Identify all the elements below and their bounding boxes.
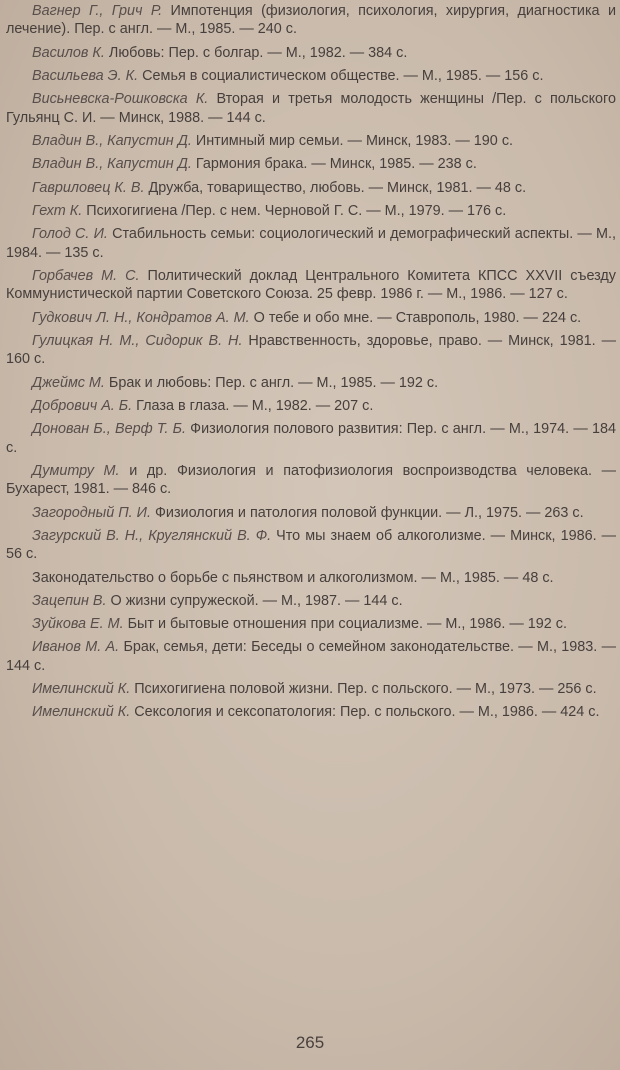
entry-text: Гармония брака. — Минск, 1985. — 238 с. [191, 156, 477, 173]
entry-text: О тебе и обо мне. — Ставрополь, 1980. — 224 с. [249, 309, 582, 326]
entry-text: Сексология и сексопатология: Пер. с польского. — М., 1986. — 424 с. [130, 704, 600, 721]
entry-text: Быт и бытовые отношения при социализме. — М., 1986. — 192 с. [123, 616, 567, 633]
entry-text: Брак и любовь: Пер. с англ. — М., 1985. — 192 с. [104, 374, 439, 391]
bibliography-entry [6, 309, 616, 327]
entry-text: Политический доклад Центрального Комитета КПСС XXVII съезду Коммунистической партии Советского Союза. 25 февр. 1986 г. — М., 1986. — 127 с. [6, 267, 617, 303]
entry-text: Семья в социалистическом обществе. — М., 1985. — 156 с. [138, 68, 544, 84]
entry-author: Донован Б., Верф Т. Б. [32, 421, 186, 438]
entry-text: Дружба, товарищество, любовь. — Минск, 1981. — 48 с. [144, 179, 527, 196]
entry-author: Гудкович Л. Н., Кондратов А. М. [32, 309, 250, 326]
entry-author: Владин В., Капустин Д. [32, 156, 192, 173]
entry-author: Василов К. [32, 44, 105, 61]
entry-text: Любовь: Пер. с болгар. — М., 1982. — 384 с. [104, 44, 408, 61]
entry-text: Физиология и патология половой функции. — Л., 1975. — 263 с. [150, 504, 584, 521]
bibliography-entry [6, 67, 616, 85]
entry-author: Загородный П. И. [32, 504, 151, 521]
entry-author: Думитру М. [32, 462, 120, 479]
bibliography-entry [6, 420, 616, 457]
bibliography-entry [6, 569, 616, 587]
bibliography-entry [6, 132, 616, 150]
bibliography-entry [6, 2, 616, 39]
entry-text: Интимный мир семьи. — Минск, 1983. — 190 с. [191, 133, 514, 149]
entry-author: Зацепин В. [32, 592, 107, 609]
entry-text: Физиология полового развития: Пер. с англ. — М., 1974. — 184 с. [6, 421, 616, 456]
bibliography-entry [6, 179, 616, 197]
entry-author: Добрович А. Б. [32, 397, 133, 414]
entry-text: Вторая и третья молодость женщины /Пер. с польского Гульянц С. И. — Минск, 1988. — 144 с. [6, 91, 616, 126]
entry-author: Васильева Э. К. [32, 68, 139, 84]
entry-author: Иванов М. А. [32, 639, 120, 656]
entry-author: Гулицкая Н. М., Сидорик В. Н. [32, 332, 243, 349]
entry-text: Брак, семья, дети: Беседы о семейном законодательстве. — М., 1983. — 144 с. [6, 639, 616, 674]
entry-text: и др. Физиология и патофизиология воспроизводства человека. — Бухарест, 1981. — 846 с. [6, 462, 616, 498]
entry-author: Горбачев М. С. [32, 267, 140, 284]
bibliography-entry [6, 504, 616, 522]
entry-author: Голод С. И. [32, 226, 108, 243]
bibliography-entry [6, 202, 616, 220]
entry-text: О жизни супружеской. — М., 1987. — 144 с. [106, 592, 403, 609]
bibliography-entry [6, 638, 616, 675]
bibliography-entry [6, 615, 616, 633]
entry-text: Стабильность семьи: социологический и демографический аспекты. — М., 1984. — 135 с. [6, 226, 616, 261]
entry-text: Импотенция (физиология, психология, хирургия, диагностика и лечение). Пер. с англ. — М., 1985. — 240 с. [6, 3, 616, 38]
entry-text: Нравственность, здоровье, право. — Минск, 1981. — 160 с. [6, 332, 616, 368]
bibliography-entry [6, 90, 616, 127]
bibliography-list [6, 2, 616, 727]
bibliography-entry [6, 397, 616, 415]
entry-text: Глаза в глаза. — М., 1982. — 207 с. [132, 397, 374, 414]
entry-author: Зуйкова Е. М. [32, 616, 124, 633]
page-number: 265 [295, 1033, 325, 1052]
entry-author: Гавриловец К. В. [32, 179, 145, 196]
bibliography-entry [6, 374, 616, 392]
entry-author: Гехт К. [32, 202, 83, 219]
bibliography-entry [6, 44, 616, 62]
entry-author: Вагнер Г., Грич Р. [32, 3, 163, 19]
bibliography-entry [6, 267, 616, 304]
bibliography-entry [6, 332, 616, 369]
bibliography-entry [6, 592, 616, 610]
entry-text: Психогигиена /Пер. с нем. Черновой Г. С. — М., 1979. — 176 с. [82, 202, 507, 219]
bibliography-entry [6, 155, 616, 173]
bibliography-entry [6, 680, 616, 698]
entry-text: Законодательство о борьбе с пьянством и алкоголизмом. — М., 1985. — 48 с. [32, 569, 554, 586]
bibliography-entry [6, 225, 616, 262]
entry-text: Что мы знаем об алкоголизме. — Минск, 1986. — 56 с. [6, 527, 616, 563]
entry-text: Психогигиена половой жизни. Пер. с польского. — М., 1973. — 256 с. [130, 681, 597, 698]
bibliography-entry [6, 703, 616, 721]
bibliography-entry [6, 462, 616, 499]
bibliography-entry [6, 527, 616, 564]
entry-author: Джеймс М. [32, 374, 105, 391]
entry-author: Висьневска-Рошковска К. [32, 91, 209, 108]
entry-author: Имелинский К. [32, 681, 131, 698]
entry-author: Владин В., Капустин Д. [32, 133, 192, 149]
entry-author: Имелинский К. [32, 704, 131, 721]
entry-author: Загурский В. Н., Круглянский В. Ф. [32, 527, 272, 544]
